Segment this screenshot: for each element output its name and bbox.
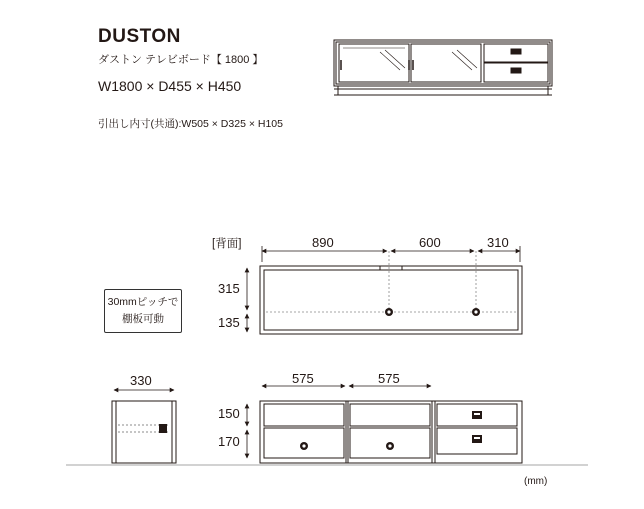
front-width-575-left: 575 (292, 371, 314, 386)
back-view-drawing (247, 246, 522, 334)
back-cable-hole-left (385, 308, 393, 316)
back-height-135: 135 (218, 315, 240, 330)
side-view-drawing (112, 390, 176, 463)
shelf-adjustment-note (104, 289, 182, 333)
unit-label: (mm) (524, 476, 548, 487)
back-width-890: 890 (312, 235, 334, 250)
product-subtitle: ダストン テレビボード【 1800 】 (98, 54, 264, 66)
drawer-handle-bottom-icon (472, 435, 482, 443)
back-view-label: [背面] (212, 238, 242, 250)
side-depth-330: 330 (130, 373, 152, 388)
drawer-handle-top-icon (472, 411, 482, 419)
overall-dimensions: W1800 × D455 × H450 (98, 78, 242, 94)
front-cable-hole-left (300, 442, 308, 450)
back-cable-hole-right (472, 308, 480, 316)
side-handle-icon (159, 424, 167, 433)
note-line-1: 30mmピッチで (107, 296, 179, 308)
drawer-inner-dimensions: 引出し内寸(共通):W505 × D325 × H105 (98, 118, 283, 130)
front-height-170: 170 (218, 434, 240, 449)
product-name: DUSTON (98, 26, 181, 47)
front-height-150: 150 (218, 406, 240, 421)
note-line-2: 棚板可動 (122, 313, 164, 325)
front-view-drawing (247, 386, 522, 463)
back-width-600: 600 (419, 235, 441, 250)
back-height-315: 315 (218, 281, 240, 296)
thumbnail-illustration (334, 40, 552, 95)
front-width-575-right: 575 (378, 371, 400, 386)
front-cable-hole-right (386, 442, 394, 450)
back-width-310: 310 (487, 235, 509, 250)
